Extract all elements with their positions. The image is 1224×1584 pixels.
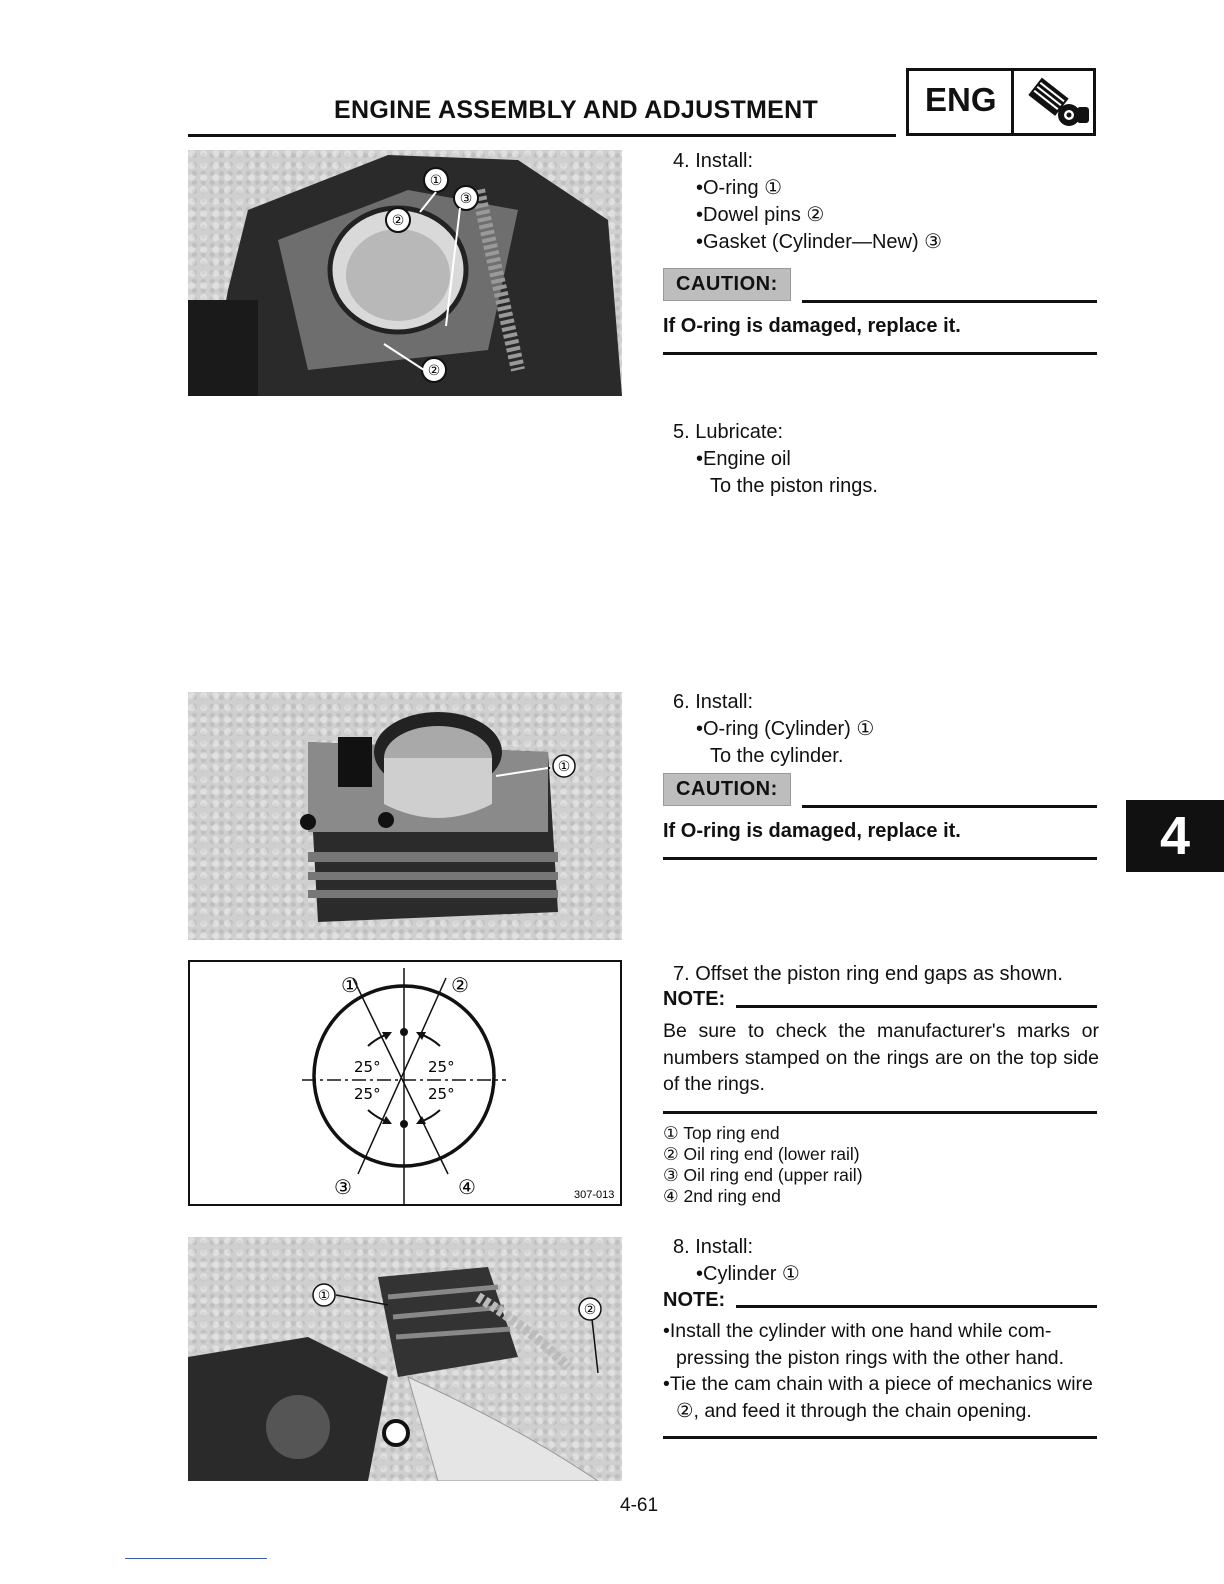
step5-heading: 5. Lubricate:	[673, 421, 784, 443]
badge-label: ENG	[925, 81, 997, 118]
page-title: ENGINE ASSEMBLY AND ADJUSTMENT	[334, 96, 819, 124]
step4-item-2: •Dowel pins ②	[696, 204, 825, 226]
engine-piston-icon	[1019, 77, 1091, 136]
caution-rule	[802, 805, 1097, 808]
diagram-label-4: ④	[458, 1175, 476, 1199]
caution-end-rule	[663, 857, 1097, 860]
step6-sub: To the cylinder.	[710, 745, 844, 767]
caution-end-rule	[663, 352, 1097, 355]
step4-heading: 4. Install:	[673, 150, 754, 172]
step5-item: •Engine oil	[696, 448, 791, 470]
note-text: Be sure to check the manufacturer's marks or numbers stamped on the rings are on the top side of the rings.	[663, 1020, 1099, 1095]
angle-label-lower-left: 25°	[354, 1085, 381, 1103]
caution-label: CAUTION:	[663, 773, 791, 806]
step6-heading: 6. Install:	[673, 691, 754, 713]
legend-item-1: ① Top ring end	[663, 1123, 780, 1143]
section-tab: 4	[1126, 800, 1224, 872]
legend-item-4: ④ 2nd ring end	[663, 1186, 781, 1206]
legend-item-2: ② Oil ring end (lower rail)	[663, 1144, 860, 1164]
photo1-callout-1: ①	[429, 173, 443, 189]
photo3-callout-2: ②	[583, 1302, 597, 1318]
step4-item-3: •Gasket (Cylinder—New) ③	[696, 231, 943, 253]
photo1-callout-2b: ②	[427, 363, 441, 379]
caution-label: CAUTION:	[663, 268, 791, 301]
note-rule	[736, 1005, 1097, 1008]
diagram-label-1: ①	[341, 973, 359, 997]
legend-item-3: ③ Oil ring end (upper rail)	[663, 1165, 863, 1185]
note-label: NOTE:	[663, 988, 726, 1010]
photo-cylinder-oring	[188, 692, 622, 940]
note-end-rule	[663, 1436, 1097, 1439]
step8-item: •Cylinder ①	[696, 1263, 800, 1285]
note-label: NOTE:	[663, 1289, 726, 1311]
figure-code: 307-013	[574, 1189, 615, 1201]
note-line-4: ②, and feed it through the chain opening.	[676, 1400, 1032, 1422]
caution-text: If O-ring is damaged, replace it.	[663, 315, 961, 337]
page-number: 4-61	[620, 1495, 659, 1516]
angle-label-lower-right: 25°	[428, 1085, 455, 1103]
note-end-rule	[663, 1111, 1097, 1114]
note-rule	[736, 1305, 1097, 1308]
photo2-callout-1: ①	[557, 759, 571, 775]
angle-label-upper-right: 25°	[428, 1058, 455, 1076]
caution-text: If O-ring is damaged, replace it.	[663, 820, 961, 842]
note-line-1: •Install the cylinder with one hand while com-	[663, 1320, 1052, 1342]
footer-line	[125, 1558, 267, 1559]
header-rule	[188, 134, 896, 137]
badge-divider	[1011, 71, 1014, 133]
step6-item: •O-ring (Cylinder) ①	[696, 718, 875, 740]
step8-heading: 8. Install:	[673, 1236, 754, 1258]
note-line-3: •Tie the cam chain with a piece of mechanics wire	[663, 1373, 1093, 1395]
diagram-label-3: ③	[334, 1175, 352, 1199]
caution-rule	[802, 300, 1097, 303]
step5-sub: To the piston rings.	[710, 475, 878, 497]
photo-cylinder-install	[188, 1237, 622, 1481]
note-line-2: pressing the piston rings with the other hand.	[676, 1347, 1065, 1369]
step4-item-1: •O-ring ①	[696, 177, 783, 199]
diagram-label-2: ②	[451, 973, 469, 997]
ring-gap-diagram	[188, 960, 622, 1206]
section-badge	[906, 68, 1096, 136]
angle-label-upper-left: 25°	[354, 1058, 381, 1076]
photo-cylinder-base-oring	[188, 150, 622, 396]
photo1-callout-3: ③	[459, 191, 473, 207]
step7-heading: 7. Offset the piston ring end gaps as shown.	[673, 963, 1063, 985]
photo1-callout-2a: ②	[391, 213, 405, 229]
photo3-callout-1: ①	[317, 1288, 331, 1304]
